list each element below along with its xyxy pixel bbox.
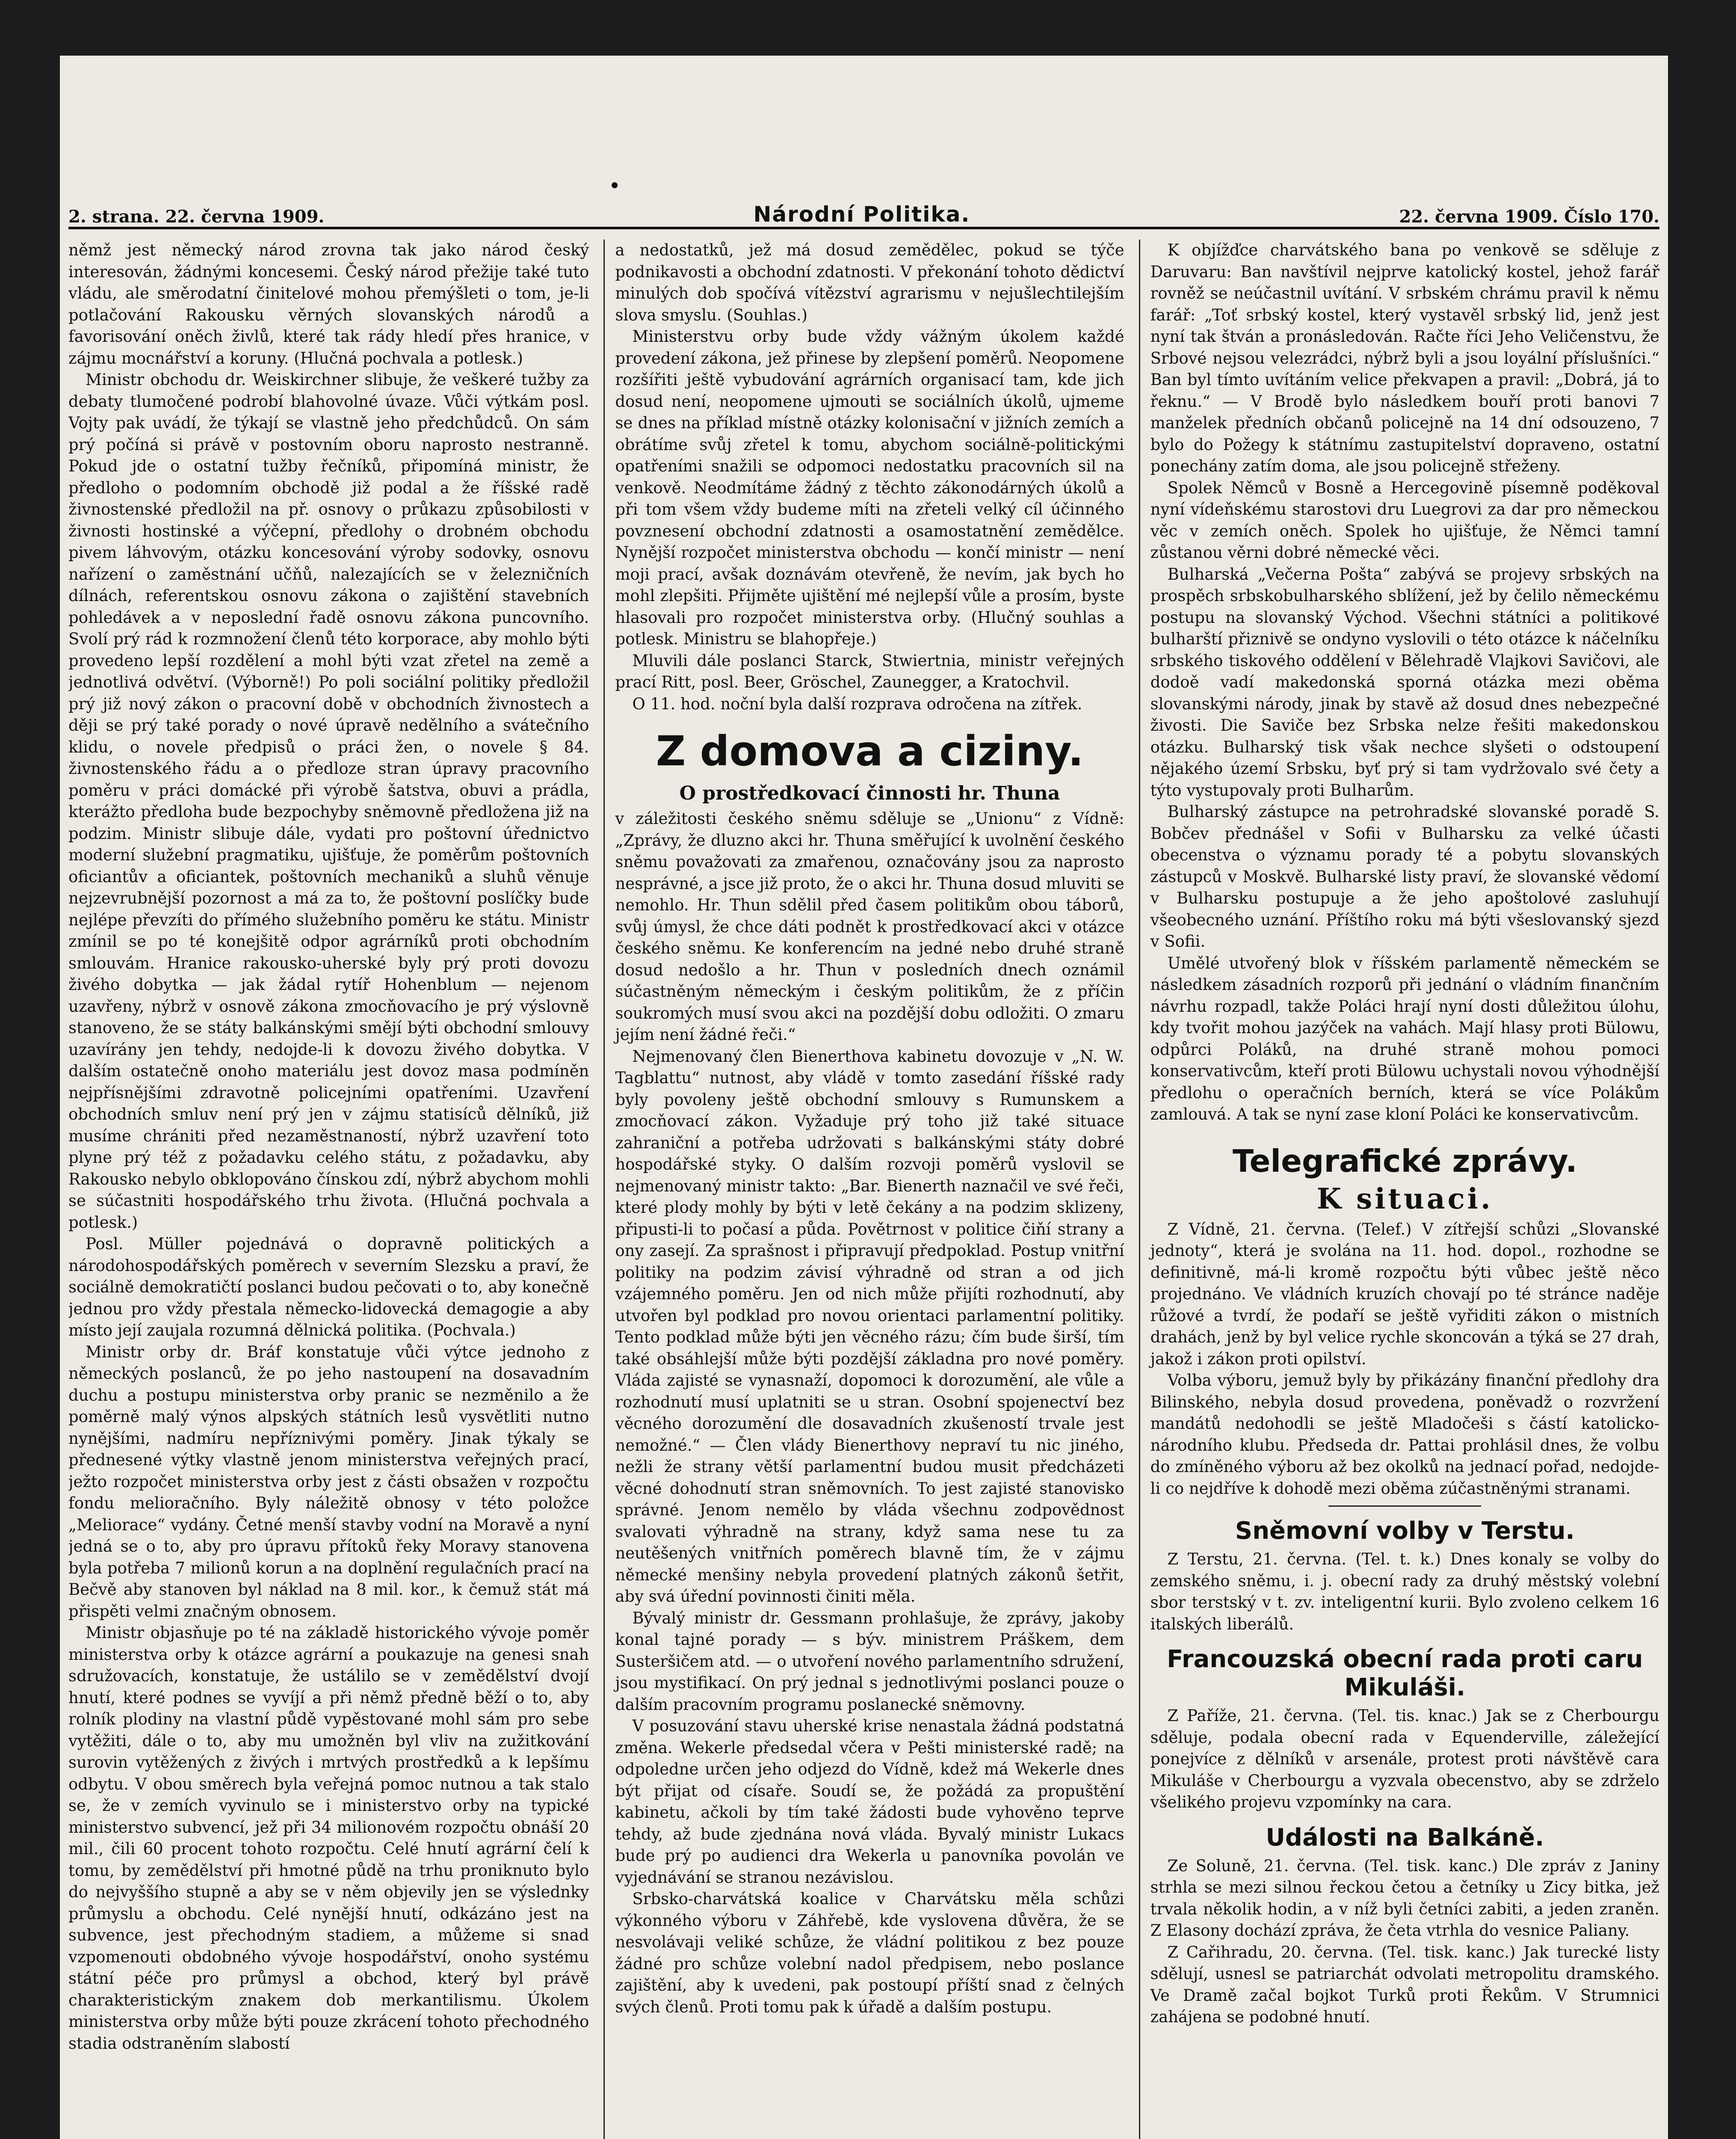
article-heading: O prostředkovací činnosti hr. Thuna xyxy=(679,782,1060,804)
paragraph: Ministr orby dr. Bráf konstatuje vůči výtce jednoho z německých poslanců, že po jeho nastoupení na dosavadním duchu a postupu ministerstva orby pranic se nezměnilo a že poměrně malý výnos alpských státních lesů vysvětliti nutno nynějšími, nadmíru nepříznivými poměry. Jinak týkaly se přednesené výtky vlastně jenom ministerstva veřejných prací, ježto rozpočet ministerstva orby jest z části obsažen v rozpočtu fondu melioračního. Byly náležitě obnosy v této položce „Meliorace“ vydány. Četné menší stavby vodní na Moravě a nyní jedná se o to, aby pro úpravu přítoků řeky Moravy stanovena byla potřeba 7 milionů korun a na doplnění regulačních prací na Bečvě aby stanoven byl náklad na 8 mil. kor., k čemuž stát má přispěti velmi značným obnosem. xyxy=(68,1342,589,1621)
paragraph: Volba výboru, jemuž byly by přikázány finanční předlohy dra Bilinského, nebyla dosud provedena, poněvadž o rozvržení mandátů nedohodli se ještě Mladočeši s částí katolicko-národního klubu. Předseda dr. Pattai prohlásil dnes, že volbu do zmíněného výboru až bez okolků na jednací pořad, nedojde-li co nejdříve k dohodě mezi oběma zúčastněnými stranami. xyxy=(1150,1371,1659,1498)
paragraph: Z Terstu, 21. června. (Tel. t. k.) Dnes konaly se volby do zemského sněmu, i. j. obecní rady za druhý městský volební sbor terstský v t. zv. inteligentní kurii. Bylo zvoleno celkem 16 italských liberálů. xyxy=(1150,1550,1659,1633)
newspaper-page xyxy=(60,56,1668,2139)
section-heading: Telegrafické zprávy. xyxy=(1233,1143,1577,1179)
article-heading: Události na Balkáně. xyxy=(1266,1823,1544,1852)
paragraph: Ministerstvu orby bude vždy vážným úkolem každé provedení zákona, jež přinese by zlepšení poměrů. Neopomene rozšířiti ještě vybudování agrárních organisací tam, kde jich dosud není, neopomene ujmouti se sociálních úkolů, ujmeme se dnes na příklad místně otázky kolonisační v jižních zemích a obrátíme svůj zřetel k tomu, abychom sociálně-politickými opatřeními snažili se odpomoci nedostatku pracovních sil na venkově. Neodmítáme žádný z těchto zákonodárných úkolů a při tom všem vždy budeme míti na zřeteli velký cíl účinného povznesení obchodní zdatnosti a osamostatnění zemědělce. Nynější rozpočet ministerstva obchodu — končí ministr — není moji prací, avšak doznávám otevřeně, že nevím, jak bych ho mohl zlepšiti. Přijměte ujištění mé nejlepší vůle a prosím, byste hlasovali pro rozpočet ministerstva orby. (Hlučný souhlas a potlesk. Ministru se blahopřeje.) xyxy=(615,327,1124,648)
header-right: 22. června 1909. Číslo 170. xyxy=(1399,207,1659,227)
paragraph: Ministr obchodu dr. Weiskirchner slibuje, že veškeré tužby za debaty tlumočené podrobí blahovolné úvaze. Vůči výtkám posl. Vojty pak uvádí, že týkají se vlastně jeho předchůdců. On sám prý počíná si právě v postovním oboru naprosto nestranně. Pokud jde o ostatní tužby řečníků, připomíná ministr, že předloho o podomním obchodě již podal a že říšské radě živnostenské předložil na př. osnovy o průkazu způsobilosti v živnosti hostinské a výčepní, předlohy o drobném obchodu pivem láhvovým, otázku koncesování výroby sodovky, osnovu nařízení o zaměstnání učňů, nalezajících se v železničních dílnách, referentskou osnovu zákona o zajištění stavebních pohledávek a v neposlední řadě osnovu zákona puncovního. Svolí prý rád k rozmnožení členů této korporace, aby mohlo býti provedeno lepší rozdělení a mohl býti vzat zřetel na země a jednotlivá odvětví. (Výborně!) Po poli sociální politiky předložil prý již nový zákon o pracovní době v obchodních živnostech a ději se prý také porady o nové úpravě nedělního a svátečního klidu, o novele předpisů o práci žen, o novele § 84. živnostenského řádu a o předloze stran úpravy pracovního poměru v práci domácké při výrobě šatstva, obuvi a prádla, kterážto předloha bude bezpochyby sněmovně předložena již na podzim. Ministr slibuje dále, vydati pro poštovní úřednictvo moderní služební pragmatiku, ujišťuje, že poměrům poštovních oficiantův a oficiantek, poštovních mechaniků a sluhů věnuje nejzevrubnější pozornost a má za to, že poštovní poslíčky bude nejlépe převzíti do přímého služebního poměru ke státu. Ministr zmínil se po té konejšitě odpor agrárníků proti obchodním smlouvám. Hranice rakousko-uherské byly prý proti dovozu živého dobytka — jak žádal rytíř Hohenblum — nejenom uzavřeny, nýbrž v osnově zákona zmocňovacího je prý výslovně stanoveno, že se státy balkánskými smějí býti obchodní smlouvy uzavírány jen tehdy, nedojde-li k dovozu živého dobytka. V dalším ostatečně onoho materiálu jest dovoz masa podmíněn nejpřísnějšími zdravotně policejními opatřeními. Uzavření obchodních smluv není prý jen v zájmu statisíců dělníků, již musíme chrániti před nezaměstnaností, nýbrž uzavření toto plyne prý též z požadavku celého státu, z požadavku, aby Rakousko nebylo obklopováno čínskou zdí, nýbrž abychom mohli se súčastniti hospodářského trhu života. (Hlučná pochvala a potlesk.) xyxy=(68,370,589,1232)
paragraph: V posuzování stavu uherské krise nenastala žádná podstatná změna. Wekerle předsedal včera v Pešti ministerské radě; na odpoledne určen jeho odjezd do Vídně, kdež má Wekerle dnes být přijat od císaře. Soudí se, že požádá za propuštění kabinetu, ačkoli by tím také žádosti bude vyhověno teprve tehdy, až bude zjednána nová vláda. Byvalý ministr Lukacs bude prý po audienci dra Wekerla u panovníka povolán ve vyjednávání se stranou nezávislou. xyxy=(615,1717,1124,1887)
column-1 xyxy=(68,240,589,2139)
column-2 xyxy=(603,240,1124,2139)
article-heading: Francouzská obecní rada proti caru Mikuláši. xyxy=(1167,1645,1643,1701)
paragraph: Posl. Müller pojednává o dopravně politických a národohospodářských poměrech v severním Slezsku a praví, že sociálně demokratičtí poslanci budou pečovati o to, aby konečně jednou pro vždy přestala německo-lidovecká demagogie a aby místo její zaujala rozumná dělnická politika. (Pochvala.) xyxy=(68,1235,589,1339)
section-heading: Z domova a ciziny. xyxy=(656,727,1084,775)
divider xyxy=(1328,1505,1481,1507)
paragraph: K objížďce charvátského bana po venkově se sděluje z Daruvaru: Ban navštívil nejprve katolický kostel, jehož farář rovněž se neúčastnil uvítání. V srbském chrámu pravil k němu farář: „Toť srbský kostel, který vystavěl srbský lid, jenž jest nyní tak štván a pronásledován. Račte říci Jeho Veličenstvu, že Srbové nejsou velezrádci, nýbrž byli a jsou loyální příslušníci.“ Ban byl tímto uvítáním velice překvapen a pravil: „Dobrá, já to řeknu.“ — V Brodě bylo následkem bouří proti banovi 7 manželek předních občanů policejně na 14 dní odsouzeno, 7 bylo do Požegy k státnímu zastupitelství dopraveno, ostatní ponechány zatím doma, ale jsou policejně střeženy. xyxy=(1150,241,1659,475)
paragraph: O 11. hod. noční byla další rozprava odročena na zítřek. xyxy=(632,694,1082,713)
paragraph: Z Vídně, 21. června. (Telef.) V zítřejší schůzi „Slovanské jednoty“, která je svolána na 11. hod. dopol., rozhodne se definitivně, má-li kromě rozpočtu býti vůbec ještě něco projednáno. Ve vládních kruzích chovají po té stránce naděje růžové a tvrdí, že podaří se ještě vyřiditi zákon o mistních drahách, jenž by byl velice rychle skoncován a týká se 27 drah, jakož i zákon proti opilství. xyxy=(1150,1220,1659,1368)
paragraph: Ministr objasňuje po té na základě historického vývoje poměr ministerstva orby k otázce agrární a poukazuje na genesi snah sdružovacích, konstatuje, že ustálilo se v zemědělství dvojí hnutí, které podnes se vyvíjí a při němž předně běží o to, aby rolník plodiny na vlastní půdě vypěstované mohl sám pro sebe vytěžiti, dále o to, aby mu umožněn byl vliv na zužitkování surovin vytěžených z živých i mrtvých prostředků a k lepšímu odbytu. V obou směrech byla veřejná pomoc nutnou a tak stalo se, že v zemích vyvinulo se i ministerstvo orby na typické ministerstvo subvencí, jež při 34 milionovém rozpočtu obnáší 20 mil., čili 60 procent tohoto rozpočtu. Celé hnutí agrární čelí k tomu, by zemědělství při hmotné půdě na trhu proniknuto bylo do nejvyššího stupně a aby se v něm objevily jen se výslednky průmyslu a obchodu. Celé nynější hnutí, odkázáno jest na subvence, jest přechodným stadiem, a můžeme si snad vzpomenouti obdobného vývoje hospodářství, onoho systému státní péče pro průmysl a obchod, který byl právě charakteristickým znakem dob merkantilismu. Úkolem ministerstva orby může býti pouze zkrácení tohoto přechodného stadia odstraněním slabostí xyxy=(68,1624,589,2053)
page-header xyxy=(68,197,1659,229)
column-3 xyxy=(1139,240,1659,2139)
print-mark xyxy=(612,182,618,188)
paragraph: němž jest německý národ zrovna tak jako národ český interesován, žádnými koncesemi. Český národ přežije také tuto vládu, ale směrodatní činitelové mohou přemýšleti o tom, je-li potlačování Rakousku věrných slovanských národů a favorisování oněch živlů, které tak rády hledí přes hranice, v zájmu mocnářství a koruny. (Hlučná pochvala a potlesk.) xyxy=(68,241,589,367)
paragraph: Mluvili dále poslanci Starck, Stwiertnia, ministr veřejných prací Ritt, posl. Beer, Gröschel, Zaunegger, a Kratochvil. xyxy=(615,651,1124,691)
paragraph: Spolek Němců v Bosně a Hercegovině písemně poděkoval nyní vídeňskému starostovi dru Luegrovi za dar pro německou věc v zemích oněch. Spolek ho ujišťuje, že Němci tamní zůstanou věrni dobré německé věci. xyxy=(1150,478,1659,562)
paragraph: v záležitosti českého sněmu sděluje se „Unionu“ z Vídně: „Zprávy, že dluzno akci hr. Thuna směřující k uvolnění českého sněmu považovati za zmařenou, označovány jsou za naprosto nesprávné, a jsce již proto, že o akci hr. Thuna dosud mluviti se nemohlo. Hr. Thun sdělil před časem politikům obou táborů, svůj úmysl, že chce dáti podnět k prostředkovací akci v otázce českého sněmu. Ke konferencím na jedné nebo druhé straně dosud nedošlo a hr. Thun v posledních dnech oznámil súčastněným německým i českým politikům, že z příčin soukromých musí svou akci na pozdější dobu odložiti. O zmaru jejím není žádné řeči.“ xyxy=(615,809,1124,1044)
newspaper-title: Národní Politika. xyxy=(753,202,970,227)
paragraph: Ze Soluně, 21. června. (Tel. tisk. kanc.) Dle zpráv z Janiny strhla se mezi silnou řeckou četou a četníky u Zicy bitka, jež trvala několik hodin, a v níž byli četníci zabiti, a jeden zraněn. Z Elasony dochází zpráva, že četa vtrhla do vesnice Paliany. xyxy=(1150,1856,1659,1940)
paragraph: Bývalý ministr dr. Gessmann prohlašuje, že zprávy, jakoby konal tajné porady — s býv. ministrem Práškem, dem Susteršičem atd. — o utvoření nového parlamentního sdružení, jsou mystifikací. On prý jednal s jednotlivými poslanci pouze o dalším pracovním programu poslanecké sněmovny. xyxy=(615,1609,1124,1714)
paragraph: Srbsko-charvátská koalice v Charvátsku měla schůzi výkonného výboru v Záhřebě, kde vyslovena důvěra, že se nesvolávaji veliké schůze, že vládní politikou z bez pouze žádné pro schůze volební nadol předpisem, nebo poslance zajištění, aby k uvedeni, pak postoupí příští snad z čelných svých členů. Proti tomu pak k úřadě a dalším postupu. xyxy=(615,1890,1124,2016)
paragraph: Bulharský zástupce na petrohradské slovanské poradě S. Bobčev přednášel v Sofii v Bulharsku za velké účasti obecenstva o významu porady té a pobytu slovanských zástupců v Moskvě. Bulharské listy praví, že slovanské vědomí v Bulharsku postupuje a že jeho apoštolové zasluhují všeobecného uznání. Příštího roku má býti všeslovanský sjezd v Sofii. xyxy=(1150,803,1659,951)
article-heading: Sněmovní volby v Terstu. xyxy=(1235,1517,1575,1545)
paragraph: Umělé utvořený blok v říšském parlamentě německém se následkem zásadních rozporů při jednání o vládním finančním návrhu rozpadl, takže Poláci hrají nyní dosti důležitou úlohu, kdy tvořit mohou jazýček na vahách. Mají hlasy proti Bülowu, odpůrci Poláků, na druhé straně mohou pomoci konservativcům, kteří proti Bülowu uchystali novou výhodnější předlohu o operačních berních, která se více Polákům zamlouvá. A tak se nyní zase kloní Poláci ke konservativcům. xyxy=(1150,954,1659,1123)
paragraph: Nejmenovaný člen Bienerthova kabinetu dovozuje v „N. W. Tagblattu“ nutnost, aby vládě v tomto zasedání říšské rady byly povoleny ještě obchodní smlouvy s Rumunskem a zmocňovací zákon. Vyžaduje prý toho již také situace zahraniční a potřeba udržovati s balkánskými státy dobré hospodářské styky. O dalším rozvoji poměrů vyslovil se nejmenovaný ministr takto: „Bar. Bienerth naznačil ve své řeči, které plody mohly by býti v letě čekány a na podzim sklizeny, připusti-li to počasí a půda. Povětrnost v politice čiňí strany a ony zasejí. Za sprašnost i připravují předpoklad. Postup vnitřní politiky na podzim závisí výhradně od stran a od jich vzájemného poměru. Jen od nich může přijíti rozhodnutí, aby utvořen byl podklad pro novou orientaci parlamentní politiky. Tento podklad může býti jen věcného rázu; čím bude širší, tím také obsáhlejší může býti pozdější základna pro nové poměry. Vláda zajisté se vynasnaží, dopomoci k dorozumění, ale vůle a rozhodnutí musí uplatniti se u stran. Osobní spojenectví bez věcného dorozumění dle dosavadních zkušeností trvale jest nemožné.“ — Člen vlády Bienerthovy nepraví tu nic jiného, nežli že strany větší parlamentní budou musit předcházeti věcné dohodnutí stran sněmovních. To jest zajisté stanovisko správné. Jenom nemělo by vláda všechnu zodpovědnost svalovati výhradně na strany, když sama nese tu za neutěšených vnitřních poměrech blavně tím, že v zájmu německé menšiny nebyla provedení platných zákonů šetřit, aby svá úřední povinnosti činiti měla. xyxy=(615,1047,1124,1606)
paragraph: Z Paříže, 21. června. (Tel. tis. knac.) Jak se z Cherbourgu sděluje, podala obecní rada v Equenderville, záležející ponejvíce z dělníků v arsenále, protest proti návštěvě cara Mikuláše v Cherbourgu a vyzvala obecenstvo, aby se zdrželo všelikého projevu vzpomínky na cara. xyxy=(1150,1706,1659,1811)
paragraph: a nedostatků, jež má dosud zemědělec, pokud se týče podnikavosti a obchodní zdatnosti. V překonání tohoto dědictví minulých dob spočívá vítězství agrarismu v nejušlechtilejším slova smyslu. (Souhlas.) xyxy=(615,241,1124,324)
paragraph: Bulharská „Večerna Pošta“ zabývá se projevy srbských na prospěch srbskobulharského sblížení, jež by čelilo německému postupu na slovanský Východ. Všechni státníci a politikové bulharští přiznivě se ondyno vyslovili o této otázce k náčelníku srbského tiskového oddělení v Bělehradě Vlajkovi Savičovi, ale dodoě vadí makedonská sporná otázka mezi oběma slovanskými národy, jinak by stavě až dosud dnes nebezpečné živosti. Die Saviče bez Srbska nelze řešiti makedonskou otázku. Bulharský tisk však nechce slyšeti o odstoupení nějakého území Srbsku, byť prý si tam vydržovalo své čety a týto vystupovaly proti Bulharům. xyxy=(1150,565,1659,800)
subsection-heading: K situaci. xyxy=(1316,1182,1493,1215)
paragraph: Z Cařihradu, 20. června. (Tel. tisk. kanc.) Jak turecké listy sdělují, usnesl se patriarchát odvolati metropolitu dramského. Ve Dramě začal bojkot Turků proti Řekům. V Strumnici zahájena se podobné hnutí. xyxy=(1150,1943,1659,2026)
header-left: 2. strana. 22. června 1909. xyxy=(68,207,325,227)
